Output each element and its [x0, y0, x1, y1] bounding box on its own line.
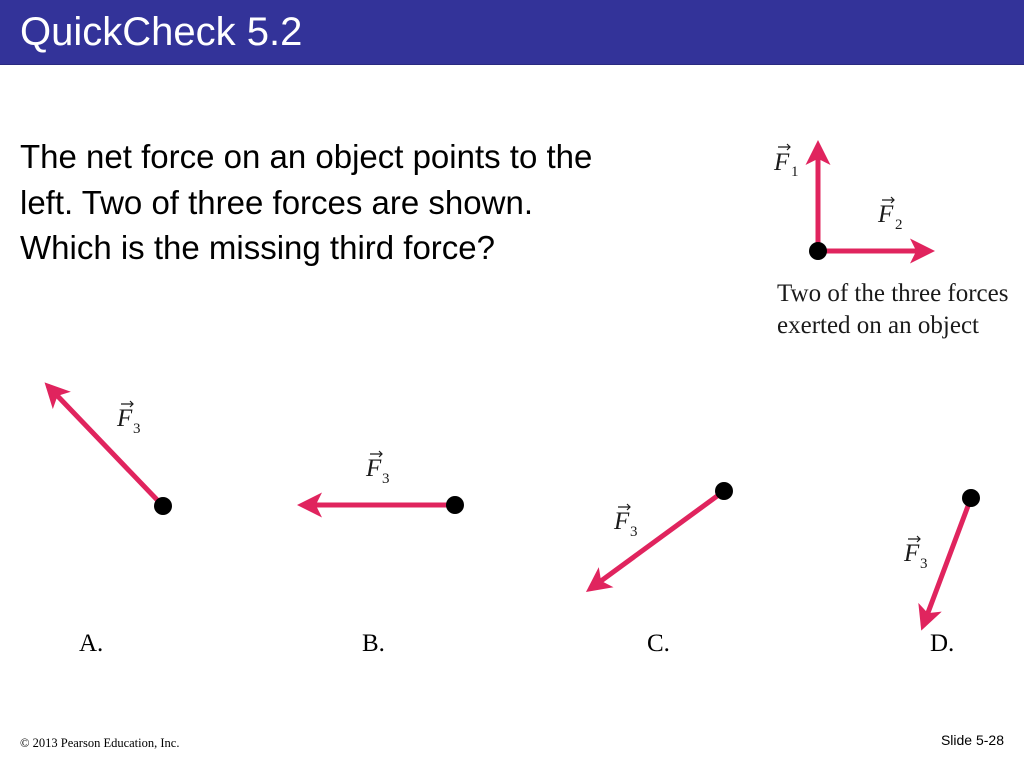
- vector-arrows: [121, 144, 920, 542]
- force-label-f1: F: [774, 149, 790, 176]
- force-subscript-f2: 2: [895, 217, 903, 233]
- option-b-force-label: F: [366, 455, 382, 482]
- option-a-dot: [154, 497, 172, 515]
- force-subscript-f1: 1: [791, 164, 799, 180]
- slide-number: Slide 5-28: [940, 732, 1004, 748]
- option-c-dot: [715, 482, 733, 500]
- force-label-f2: F: [878, 201, 894, 228]
- option-b-dot: [446, 496, 464, 514]
- option-d-arrow: [923, 498, 971, 626]
- option-d-label[interactable]: D.: [930, 630, 955, 657]
- option-a-arrow: [48, 386, 163, 506]
- option-c-label[interactable]: C.: [647, 630, 670, 657]
- option-b-diagram[interactable]: [302, 455, 464, 514]
- slide-title: QuickCheck 5.2: [20, 10, 303, 54]
- question-text: The net force on an object points to the left. Two of three forces are shown. Which is the missing third force?: [20, 138, 593, 266]
- option-a-force-label: F: [117, 405, 133, 432]
- option-b-force-subscript: 3: [382, 471, 390, 487]
- option-c-force-label: F: [614, 508, 630, 535]
- copyright-text: © 2013 Pearson Education, Inc.: [20, 736, 180, 750]
- option-a-label[interactable]: A.: [79, 630, 104, 657]
- option-d-force-label: F: [904, 540, 920, 567]
- option-d-diagram[interactable]: [903, 489, 980, 626]
- option-a-diagram[interactable]: [48, 386, 172, 515]
- option-b-label[interactable]: B.: [362, 630, 385, 657]
- option-c-arrow: [590, 491, 724, 589]
- figure-caption: Two of the three forces exerted on an object: [777, 280, 1009, 339]
- option-d-force-subscript: 3: [920, 556, 928, 572]
- option-d-dot: [962, 489, 980, 507]
- option-a-force-subscript: 3: [133, 421, 141, 437]
- given-forces: [773, 145, 930, 260]
- object-dot: [809, 242, 827, 260]
- option-c-diagram[interactable]: [590, 482, 733, 589]
- option-c-force-subscript: 3: [630, 524, 638, 540]
